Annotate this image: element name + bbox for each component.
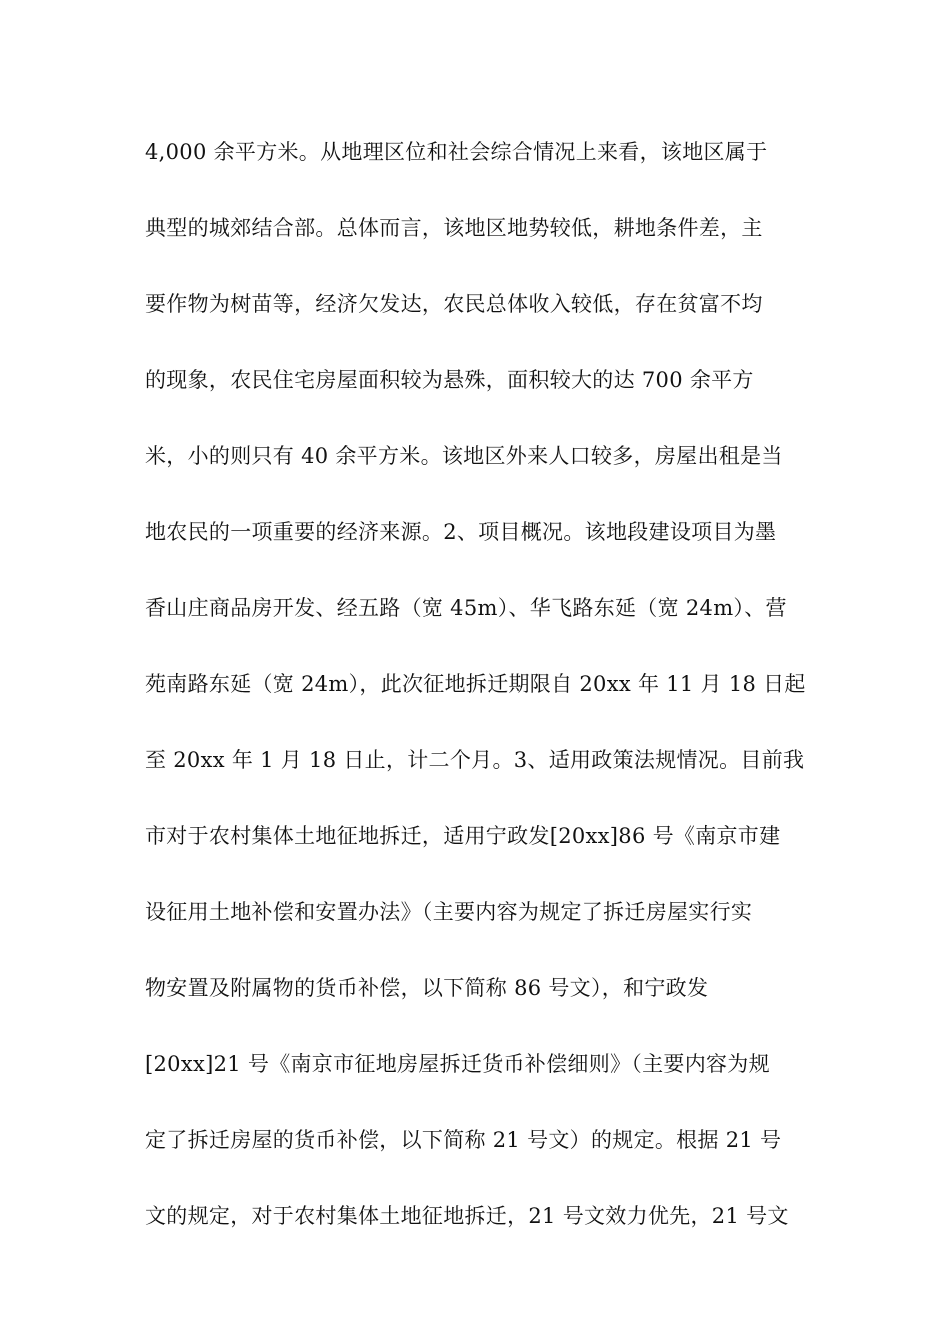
text-line: 市对于农村集体土地征地拆迁，适用宁政发[20xx]86 号《南京市建 [145,824,781,848]
text-line: 至 20xx 年 1 月 18 日止，计二个月。3、适用政策法规情况。目前我 [145,748,805,772]
text-line: 要作物为树苗等，经济欠发达，农民总体收入较低，存在贫富不均 [145,292,763,316]
text-line: 地农民的一项重要的经济来源。2、项目概况。该地段建设项目为墨 [145,520,777,544]
text-line: 文的规定，对于农村集体土地征地拆迁，21 号文效力优先，21 号文 [145,1204,789,1228]
text-line: 物安置及附属物的货币补偿，以下简称 86 号文），和宁政发 [145,976,709,1000]
text-line: 香山庄商品房开发、经五路（宽 45m）、华飞路东延（宽 24m）、营 [145,596,787,620]
body-paragraph [145,130,815,1270]
text-line: [20xx]21 号《南京市征地房屋拆迁货币补偿细则》（主要内容为规 [145,1052,770,1076]
text-line: 典型的城郊结合部。总体而言，该地区地势较低，耕地条件差，主 [145,216,763,240]
text-line: 的现象，农民住宅房屋面积较为悬殊，面积较大的达 700 余平方 [145,368,754,392]
text-line: 设征用土地补偿和安置办法》（主要内容为规定了拆迁房屋实行实 [145,900,753,924]
text-line: 定了拆迁房屋的货币补偿，以下简称 21 号文）的规定。根据 21 号 [145,1128,782,1152]
text-line: 米，小的则只有 40 余平方米。该地区外来人口较多，房屋出租是当 [145,444,783,468]
text-line: 4,000 余平方米。从地理区位和社会综合情况上来看，该地区属于 [145,140,768,164]
text-line: 苑南路东延（宽 24m），此次征地拆迁期限自 20xx 年 11 月 18 日起 [145,672,806,696]
